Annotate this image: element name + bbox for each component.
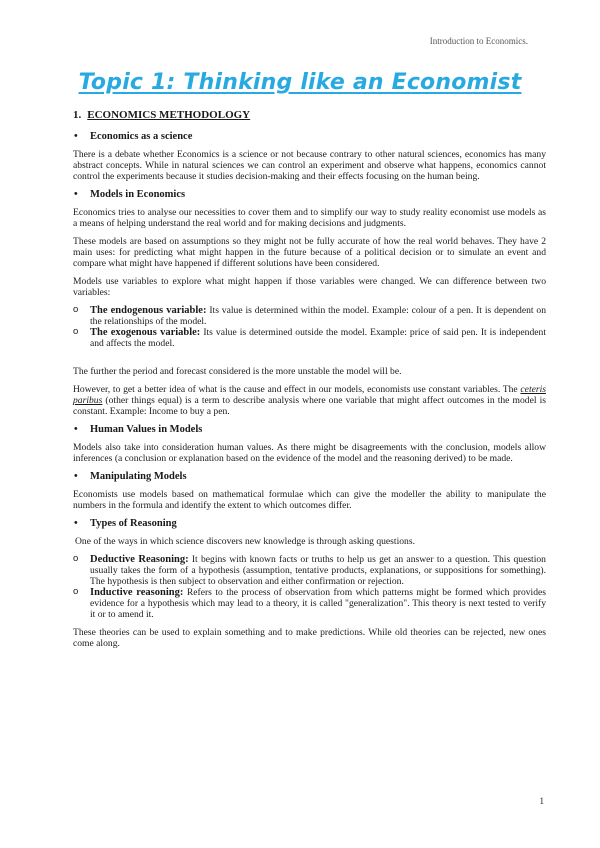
reasoning-list: [73, 554, 546, 620]
list-item-deductive: [73, 554, 546, 587]
section-title: ECONOMICS METHODOLOGY: [87, 109, 251, 121]
paragraph-manipulating: Economists use models based on mathematical formulae which can give the modeller the ability to manipulate the numbers in the formula and identify the extent to which outcomes differ.: [73, 489, 546, 511]
paragraph-models-5-after: (other things equal) is a term to describe analysis where one variable that might affect outcomes in the model is constant. Example: Income to buy a pen.: [73, 395, 546, 417]
subheading-science: • Economics as a science: [73, 131, 546, 142]
paragraph-science: There is a debate whether Economics is a science or not because contrary to other natural sciences, economics has many abstract concepts. While in natural sciences we can control an experiment and observe what happens, economics cannot control the experiments because it studies decision-making and their effects focusing on the human being.: [73, 149, 546, 182]
subheading-human-values: • Human Values in Models: [73, 424, 546, 435]
subheading-models: • Models in Economics: [73, 189, 546, 200]
definition-deductive: It begins with known facts or truths to help us get an answer to a question. This question usually takes the form of a hypothesis (assumption, tentative products, explanations, or suppositions for something). The hypothesis is then subject to observation and either confirmation or rejection.: [90, 554, 546, 587]
section-number: 1.: [73, 109, 82, 121]
variables-list: [73, 305, 546, 349]
list-item-exogenous: [73, 327, 546, 349]
definition-inductive: Refers to the process of observation from which patterns might be formed which provides evidence for a hypothesis which may lead to a theory, it is called "generalization". This theory is next tested to verify it or to amend it.: [90, 587, 547, 620]
page-number: 1: [539, 796, 544, 806]
term-deductive: Deductive Reasoning:: [90, 554, 189, 565]
ceteris-paribus-term: ceteris paribus: [73, 384, 546, 406]
paragraph-human-values: Models also take into consideration human values. As there might be disagreements with the conclusion, models allow inferences (a conclusion or explanation based on the evidence of the model and the reasoning derived) to be made.: [73, 442, 546, 464]
section-heading: [73, 110, 546, 121]
paragraph-models-5: [73, 384, 546, 417]
page-title: Topic 1: Thinking like an Economist: [78, 70, 522, 95]
subheading-manipulating: • Manipulating Models: [73, 471, 546, 482]
term-inductive: Inductive reasoning:: [90, 587, 184, 598]
document-body: [73, 110, 546, 656]
subheading-reasoning: • Types of Reasoning: [73, 518, 546, 529]
paragraph-reasoning-1: One of the ways in which science discovers new knowledge is through asking questions.: [75, 536, 415, 547]
list-item-endogenous: [73, 305, 546, 327]
paragraph-reasoning-2: These theories can be used to explain something and to make predictions. While old theories can be rejected, new ones come along.: [73, 627, 546, 649]
paragraph-models-1: Economics tries to analyse our necessities to cover them and to simplify our way to study reality economist use models as a means of helping understand the real world and for making decisions and judgments.: [73, 207, 546, 229]
definition-endogenous: Its value is determined within the model. Example: colour of a pen. It is dependent on the relationships of the model.: [90, 305, 547, 327]
definition-exogenous: Its value is determined outside the model. Example: price of said pen. It is independent and affects the model.: [90, 327, 546, 349]
term-exogenous: The exogenous variable:: [90, 327, 201, 338]
term-endogenous: The endogenous variable:: [90, 305, 207, 316]
running-header: Introduction to Economics.: [429, 36, 528, 46]
paragraph-models-5-before: However, to get a better idea of what is the cause and effect in our models, economists use constant variables. The: [73, 384, 521, 395]
paragraph-models-4: The further the period and forecast considered is the more unstable the model will be.: [73, 366, 402, 377]
paragraph-models-2: These models are based on assumptions so they might not be fully accurate of how the real world behaves. They have 2 main uses: for predicting what might happen in the future because of a political decision or to simulate an event and compare what might have happened if different solutions have been considered.: [73, 236, 546, 269]
list-item-inductive: [73, 587, 546, 620]
paragraph-models-3: Models use variables to explore what might happen if those variables were changed. We can difference between two variables:: [73, 276, 546, 298]
